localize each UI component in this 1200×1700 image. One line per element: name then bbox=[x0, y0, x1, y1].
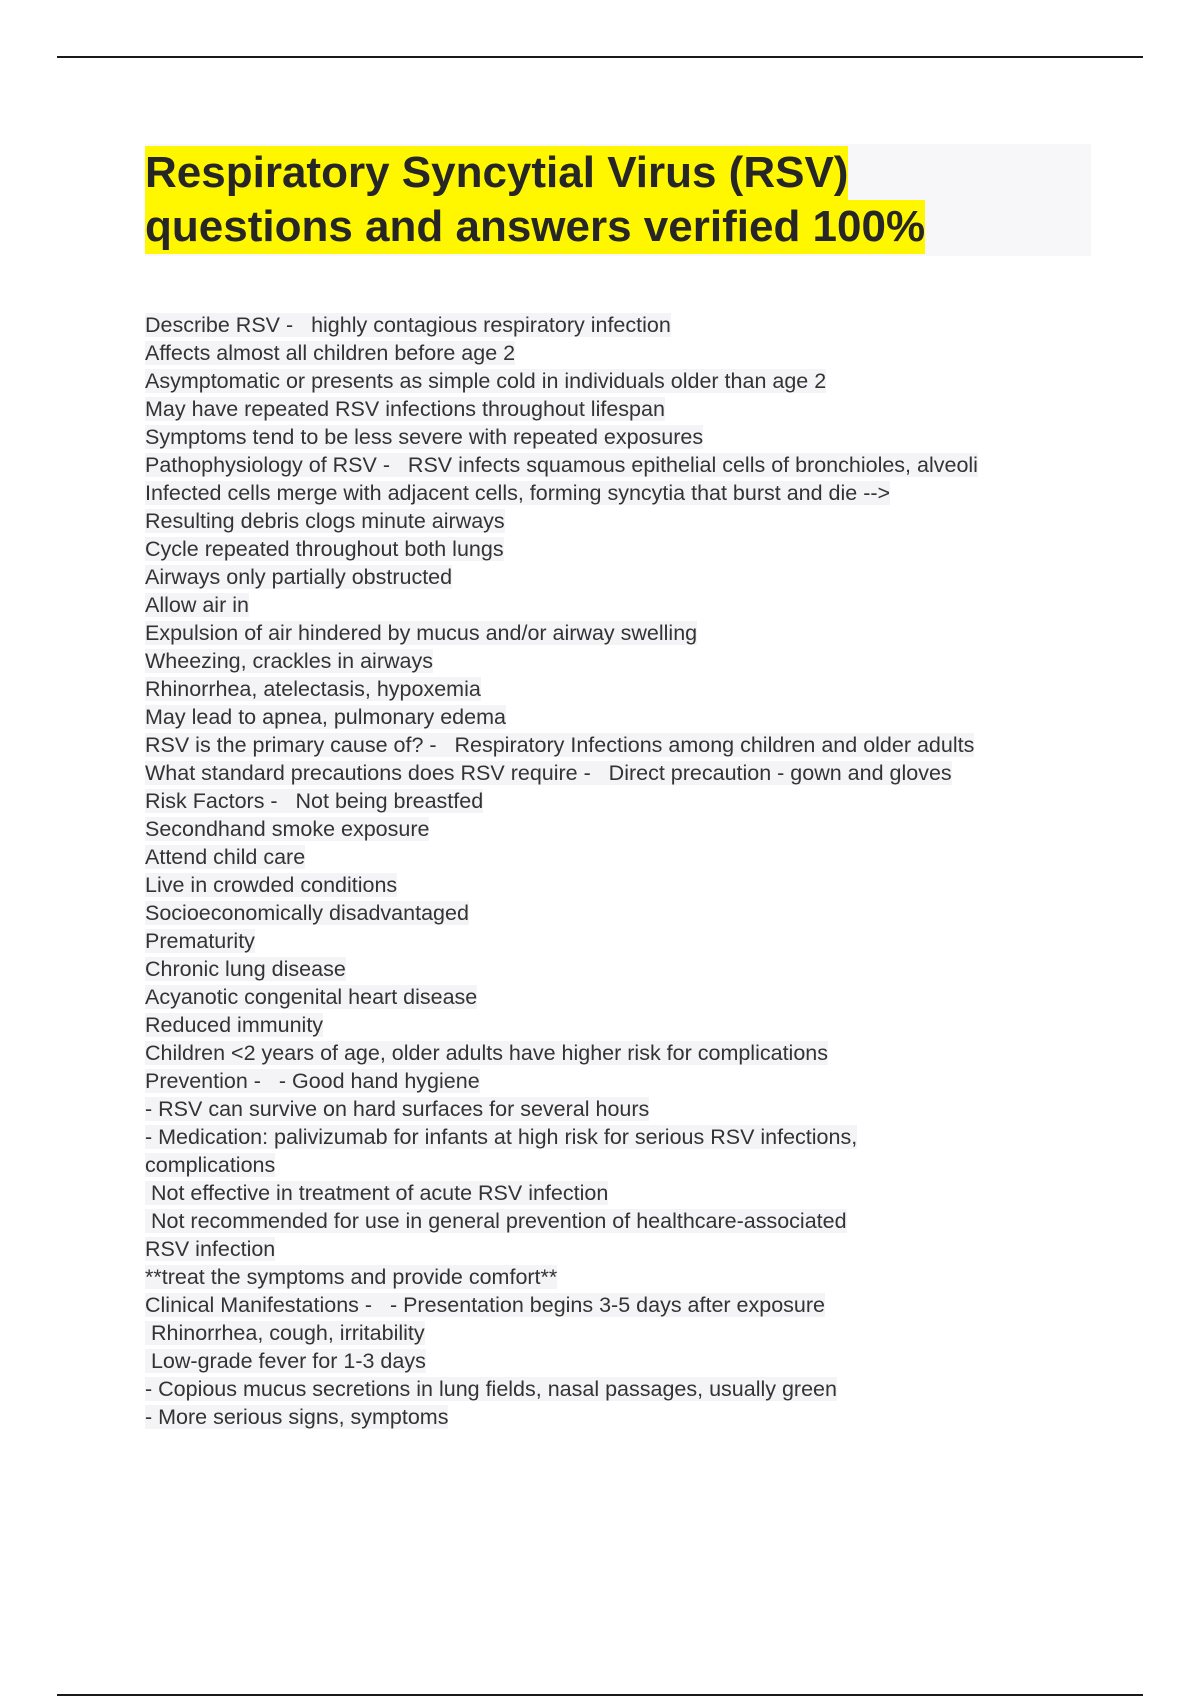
body-line bbox=[145, 731, 1105, 759]
body-line-text: Pathophysiology of RSV - RSV infects squamous epithelial cells of bronchioles, alveoli bbox=[145, 453, 978, 477]
body-line-text: - More serious signs, symptoms bbox=[145, 1405, 449, 1429]
header-rule bbox=[57, 56, 1143, 58]
body-line bbox=[145, 311, 1105, 339]
body-line bbox=[145, 787, 1105, 815]
body-line-text: Airways only partially obstructed bbox=[145, 565, 453, 589]
body-line bbox=[145, 1235, 1105, 1263]
title-line-2: questions and answers verified 100% bbox=[145, 200, 925, 254]
body-line bbox=[145, 1375, 1105, 1403]
body-line bbox=[145, 927, 1105, 955]
body-line-text: Asymptomatic or presents as simple cold in individuals older than age 2 bbox=[145, 369, 827, 393]
body-line-text: Clinical Manifestations - - Presentation begins 3-5 days after exposure bbox=[145, 1293, 825, 1317]
body-line bbox=[145, 339, 1105, 367]
body-line bbox=[145, 591, 1105, 619]
body-line bbox=[145, 899, 1105, 927]
body-line bbox=[145, 983, 1105, 1011]
body-line bbox=[145, 1291, 1105, 1319]
body-line bbox=[145, 1039, 1105, 1067]
body-line bbox=[145, 395, 1105, 423]
body-line-text: Low-grade fever for 1-3 days bbox=[145, 1349, 426, 1373]
body-line bbox=[145, 507, 1105, 535]
body-line-text: May have repeated RSV infections throughout lifespan bbox=[145, 397, 665, 421]
body-line bbox=[145, 675, 1105, 703]
body-line bbox=[145, 1403, 1105, 1431]
body-line-text: Cycle repeated throughout both lungs bbox=[145, 537, 504, 561]
body-line-text: Allow air in bbox=[145, 593, 249, 617]
body-line bbox=[145, 1207, 1105, 1235]
body-line bbox=[145, 759, 1105, 787]
document-body bbox=[145, 311, 1105, 1431]
body-line-text: Wheezing, crackles in airways bbox=[145, 649, 433, 673]
body-line bbox=[145, 1067, 1105, 1095]
body-line-text: Affects almost all children before age 2 bbox=[145, 341, 516, 365]
body-line-text: Not recommended for use in general prevention of healthcare-associated bbox=[145, 1209, 847, 1233]
body-line bbox=[145, 703, 1105, 731]
body-line-text: - Copious mucus secretions in lung fields, nasal passages, usually green bbox=[145, 1377, 837, 1401]
body-line-text: Not effective in treatment of acute RSV infection bbox=[145, 1181, 609, 1205]
body-line bbox=[145, 619, 1105, 647]
body-line bbox=[145, 1151, 1105, 1179]
body-line-text: Chronic lung disease bbox=[145, 957, 346, 981]
body-line bbox=[145, 1347, 1105, 1375]
body-line-text: RSV is the primary cause of? - Respiratory Infections among children and older adults bbox=[145, 733, 975, 757]
body-line bbox=[145, 423, 1105, 451]
body-line-text: What standard precautions does RSV require - Direct precaution - gown and gloves bbox=[145, 761, 952, 785]
body-line-text: **treat the symptoms and provide comfort** bbox=[145, 1265, 558, 1289]
body-line bbox=[145, 367, 1105, 395]
body-line bbox=[145, 1123, 1105, 1151]
body-line-text: Prematurity bbox=[145, 929, 255, 953]
body-line-text: Socioeconomically disadvantaged bbox=[145, 901, 469, 925]
footer-rule bbox=[57, 1694, 1143, 1696]
body-line bbox=[145, 815, 1105, 843]
body-line-text: Live in crowded conditions bbox=[145, 873, 398, 897]
body-line-text: Rhinorrhea, atelectasis, hypoxemia bbox=[145, 677, 481, 701]
body-line bbox=[145, 1095, 1105, 1123]
body-line-text: Acyanotic congenital heart disease bbox=[145, 985, 478, 1009]
body-line-text: May lead to apnea, pulmonary edema bbox=[145, 705, 506, 729]
body-line-text: Children <2 years of age, older adults have higher risk for complications bbox=[145, 1041, 828, 1065]
body-line-text: Secondhand smoke exposure bbox=[145, 817, 430, 841]
body-line bbox=[145, 871, 1105, 899]
body-line-text: - RSV can survive on hard surfaces for several hours bbox=[145, 1097, 650, 1121]
body-line bbox=[145, 1319, 1105, 1347]
body-line-text: Infected cells merge with adjacent cells, forming syncytia that burst and die --> bbox=[145, 481, 891, 505]
document-title bbox=[145, 146, 925, 254]
title-line-1: Respiratory Syncytial Virus (RSV) bbox=[145, 146, 848, 200]
body-line-text: Resulting debris clogs minute airways bbox=[145, 509, 505, 533]
body-line-text: Prevention - - Good hand hygiene bbox=[145, 1069, 480, 1093]
body-line bbox=[145, 843, 1105, 871]
body-line-text: - Medication: palivizumab for infants at high risk for serious RSV infections, bbox=[145, 1125, 858, 1149]
body-line bbox=[145, 1263, 1105, 1291]
body-line bbox=[145, 563, 1105, 591]
body-line-text: Describe RSV - highly contagious respiratory infection bbox=[145, 313, 671, 337]
body-line bbox=[145, 451, 1105, 479]
body-line-text: Expulsion of air hindered by mucus and/or airway swelling bbox=[145, 621, 698, 645]
body-line-text: Risk Factors - Not being breastfed bbox=[145, 789, 484, 813]
body-line-text: RSV infection bbox=[145, 1237, 276, 1261]
body-line bbox=[145, 535, 1105, 563]
body-line bbox=[145, 1179, 1105, 1207]
body-line-text: Symptoms tend to be less severe with repeated exposures bbox=[145, 425, 704, 449]
body-line bbox=[145, 955, 1105, 983]
body-line-text: Attend child care bbox=[145, 845, 306, 869]
body-line-text: Reduced immunity bbox=[145, 1013, 324, 1037]
body-line bbox=[145, 479, 1105, 507]
body-line bbox=[145, 1011, 1105, 1039]
body-line-text: complications bbox=[145, 1153, 276, 1177]
body-line bbox=[145, 647, 1105, 675]
body-line-text: Rhinorrhea, cough, irritability bbox=[145, 1321, 425, 1345]
